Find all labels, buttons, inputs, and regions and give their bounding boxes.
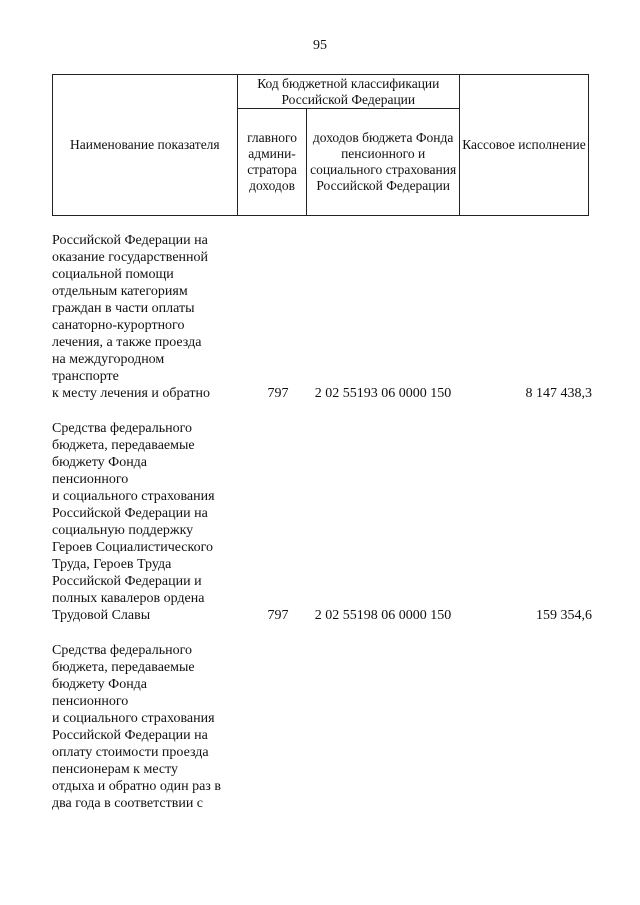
header-bcc-group: Код бюджетной классификации Российской Федерации (237, 75, 459, 109)
header-code-column: доходов бюджета Фонда пенсионного и социального страхования Российской Федерации (307, 109, 460, 216)
income-code: 2 02 55193 06 0000 150 (314, 386, 452, 401)
table-row (52, 642, 592, 812)
indicator-name: Средства федерального бюджета, передаваемые бюджету Фонда пенсионного и социального страхования Российской Федерации на социальную поддержку Героев Социалистического Труда, Героев Труда Российской Федерации и полных кавалеров ордена Трудовой Славы (52, 421, 215, 623)
indicator-name: Российской Федерации на оказание государственной социальной помощи отдельным категориям граждан в части оплаты санаторно-курортного лечения, а также проезда на междугородном транспорте к месту лечения и обратно (52, 233, 210, 401)
header-admin-column: главного админи-стратора доходов (237, 109, 307, 216)
admin-code: 797 (267, 608, 289, 623)
cash-execution-value: 8 147 438,3 (525, 386, 592, 401)
admin-code: 797 (267, 386, 289, 401)
header-cash-execution: Кассовое исполнение (459, 75, 588, 216)
page-number: 95 (313, 38, 327, 53)
income-code: 2 02 55198 06 0000 150 (314, 608, 452, 623)
table-row (52, 420, 592, 624)
table-body (52, 232, 592, 812)
cash-execution-value: 159 354,6 (536, 608, 592, 623)
table-header (52, 74, 589, 216)
header-name-column: Наименование показателя (53, 75, 238, 216)
table-row (52, 232, 592, 402)
indicator-name: Средства федерального бюджета, передаваемые бюджету Фонда пенсионного и социального страхования Российской Федерации на оплату стоимости проезда пенсионерам к месту отдыха и обратно один раз в два года в соответствии с (52, 643, 221, 811)
